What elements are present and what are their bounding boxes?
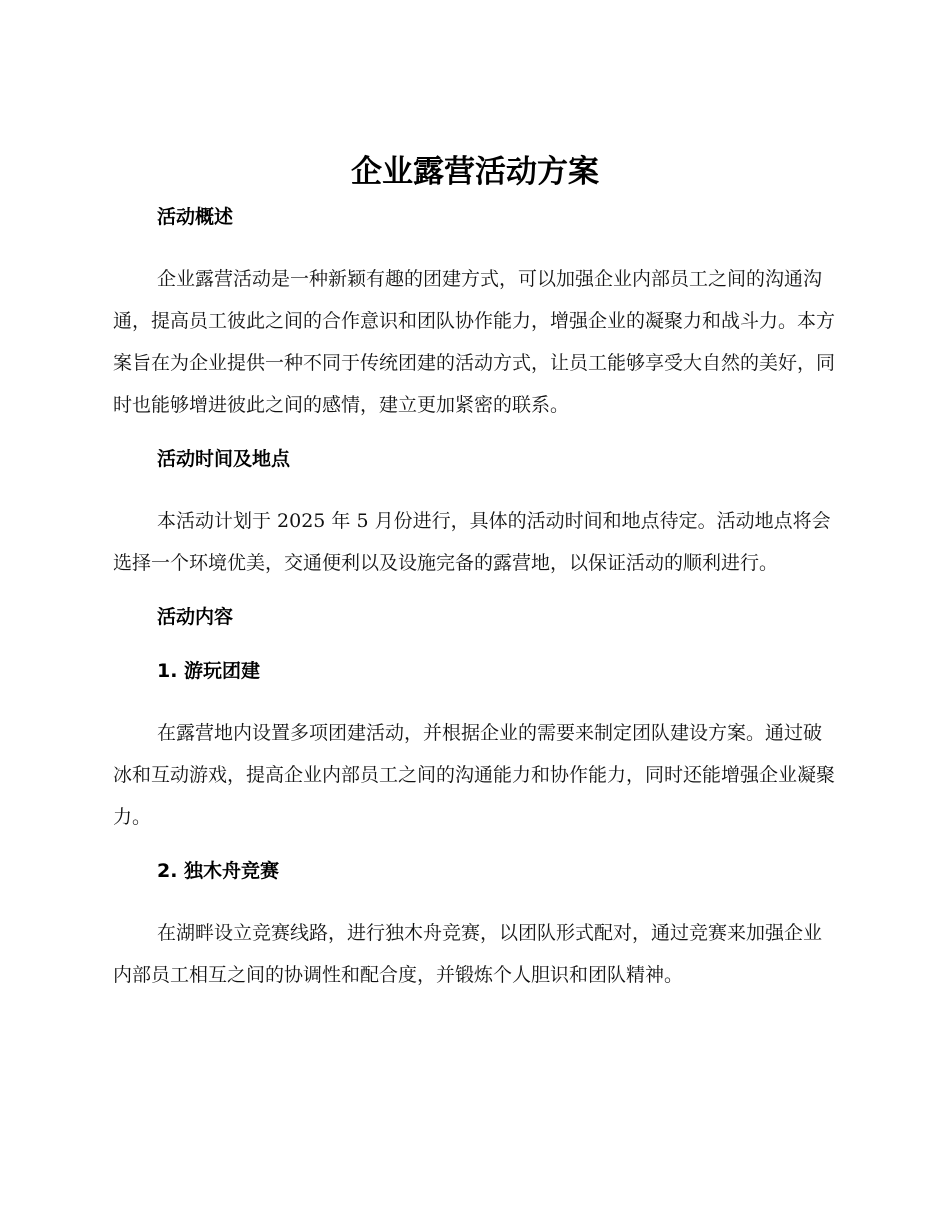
subsection-text-team-play: 在露营地内设置多项团建活动，并根据企业的需要来制定团队建设方案。通过破冰和互动游戏，提高企业内部员工之间的沟通能力和协作能力，同时还能增强企业凝聚力。 [113,722,836,828]
section-heading-content: 活动内容 [157,606,234,628]
section-text-overview: 企业露营活动是一种新颖有趣的团建方式，可以加强企业内部员工之间的沟通沟通，提高员工彼此之间的合作意识和团队协作能力，增强企业的凝聚力和战斗力。本方案旨在为企业提供一种不同于传统团建的活动方式，让员工能够享受大自然的美好，同时也能够增进彼此之间的感情，建立更加紧密的联系。 [113,268,836,416]
document-body [113,204,839,996]
section-heading-time-place: 活动时间及地点 [157,448,291,470]
subsection-heading-canoe-race: 2. 独木舟竞赛 [157,860,280,882]
document-title: 企业露营活动方案 [351,154,599,190]
subsection-heading-team-play: 1. 游玩团建 [157,660,261,682]
section-text-time-place: 本活动计划于 2025 年 5 月份进行，具体的活动时间和地点待定。活动地点将会选择一个环境优美，交通便利以及设施完备的露营地，以保证活动的顺利进行。 [113,510,831,574]
section-heading-overview: 活动概述 [157,206,234,228]
subsection-text-canoe-race: 在湖畔设立竞赛线路，进行独木舟竞赛，以团队形式配对，通过竞赛来加强企业内部员工相互之间的协调性和配合度，并锻炼个人胆识和团队精神。 [113,922,823,986]
